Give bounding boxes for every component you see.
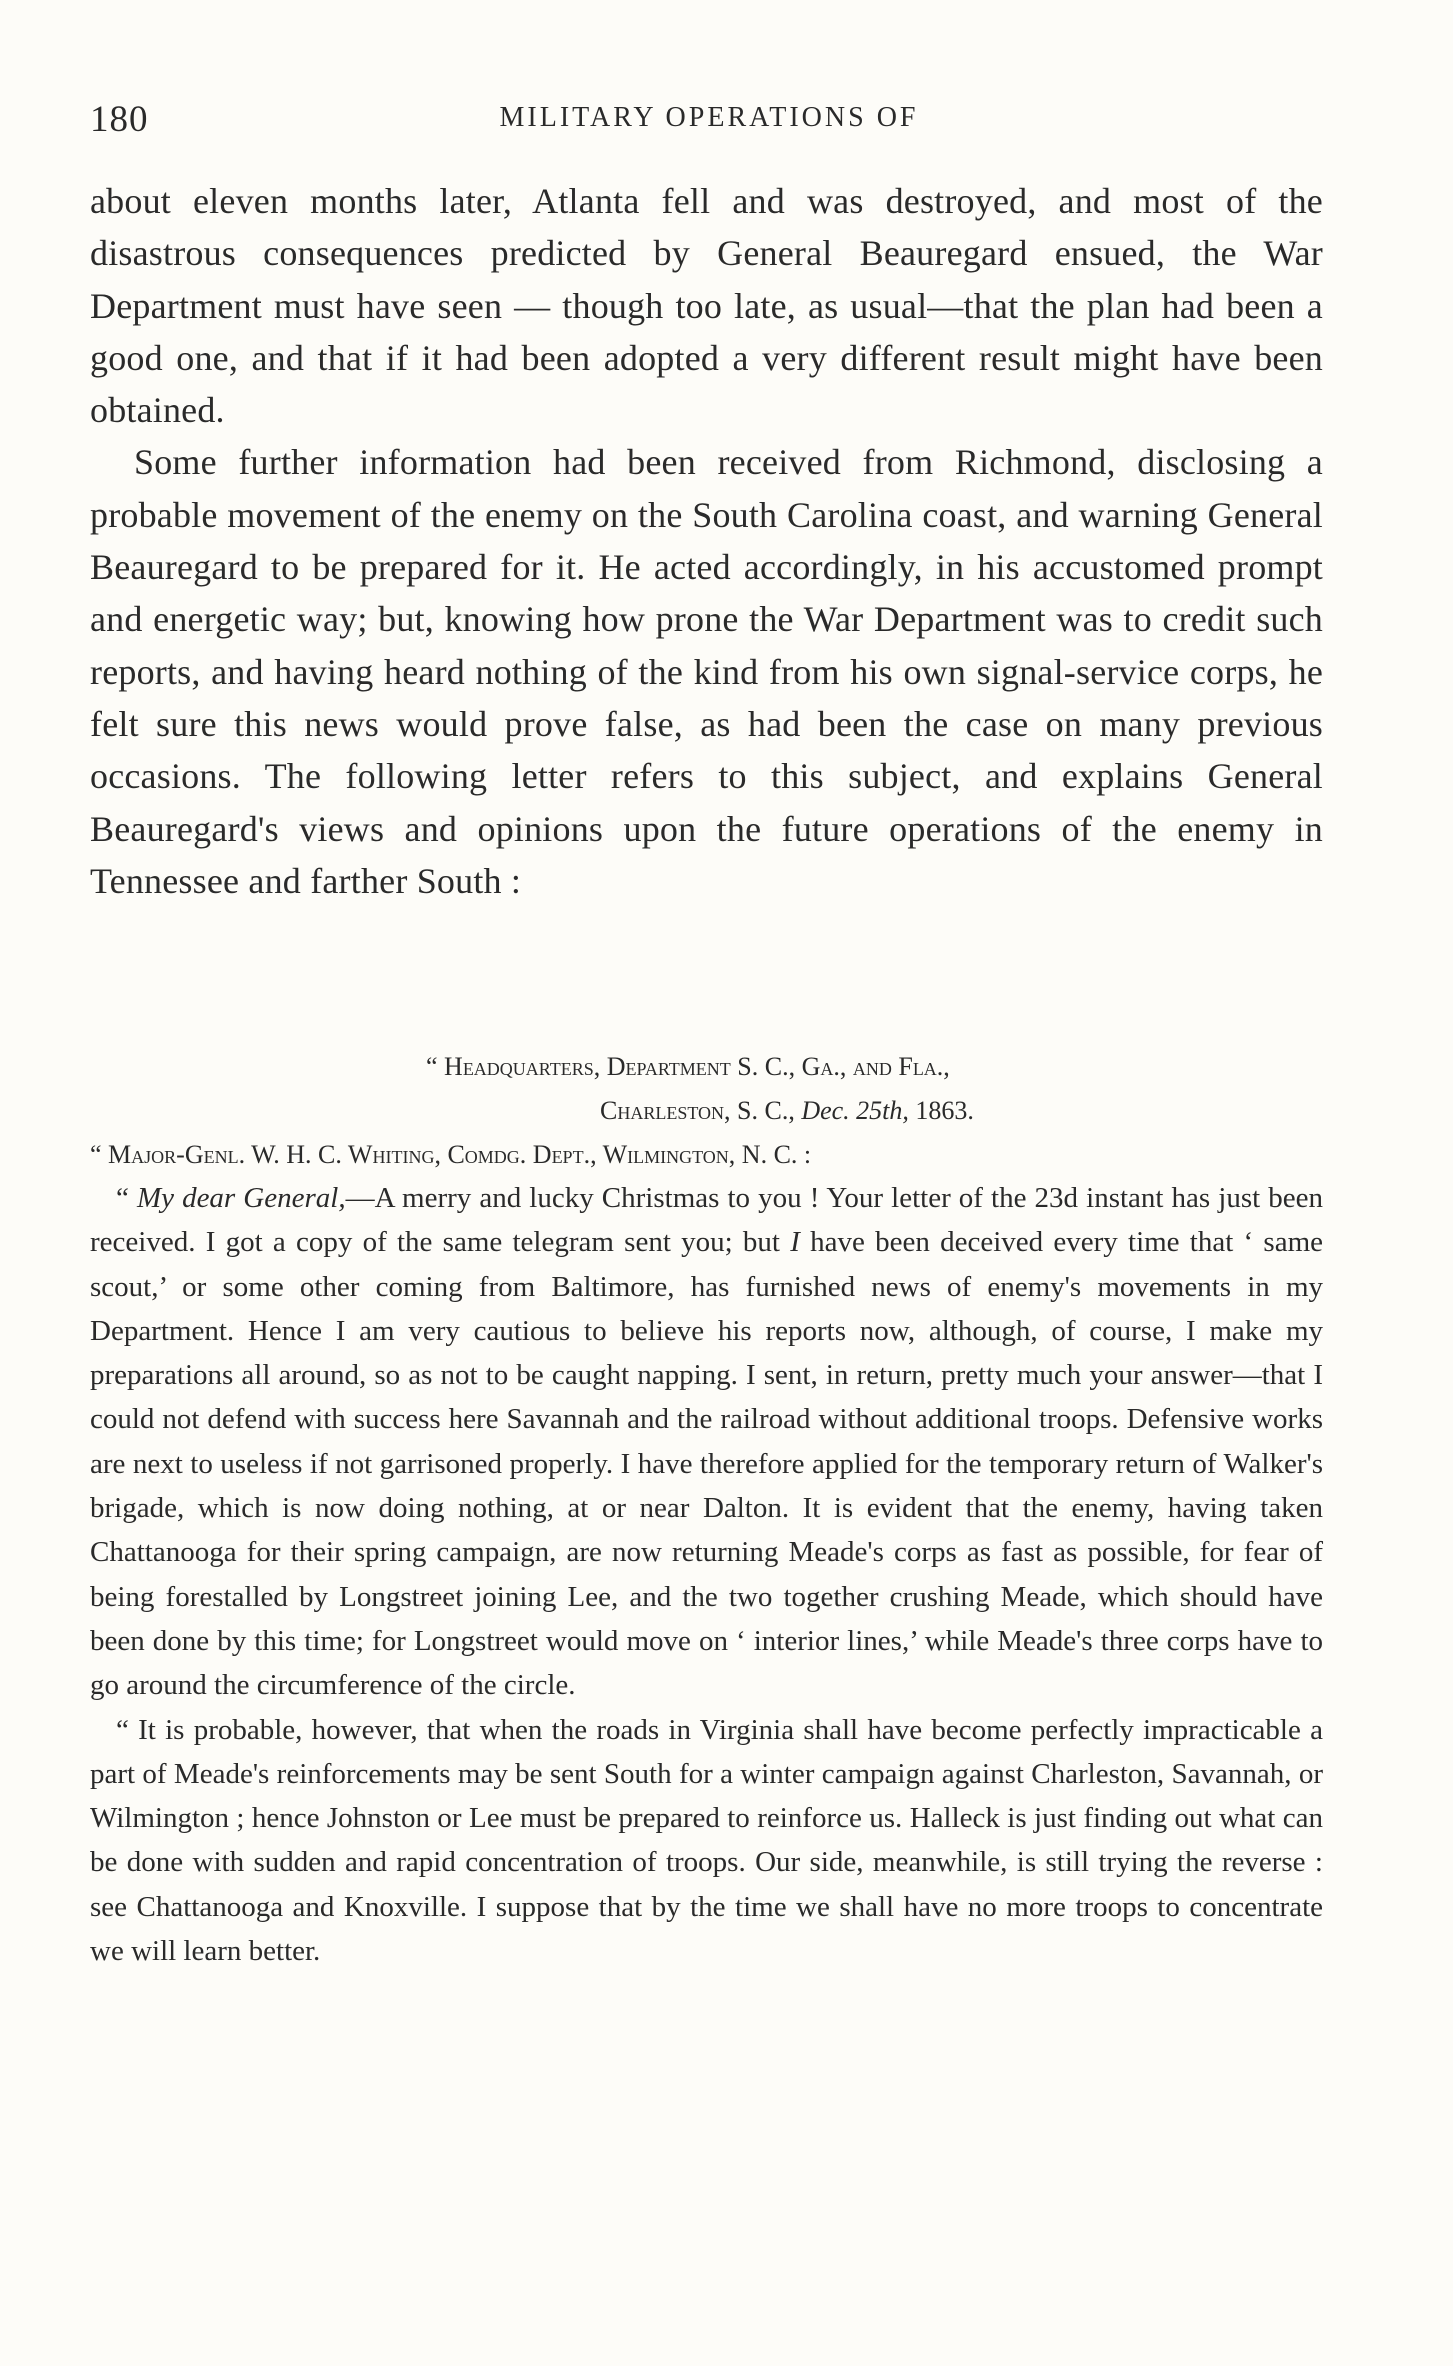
letter-place-date [90, 1089, 1323, 1133]
letter-place: Charleston, S. C., [600, 1096, 802, 1125]
letter-year: 1863. [908, 1096, 974, 1125]
paragraph: about eleven months later, Atlanta fell and was destroyed, and most of the disastrous consequences predicted by General Beauregard ensued, the War Department must have seen — though too late, as usual—that the plan had been a good one, and that if it had been adopted a very different result might have been obtained. [90, 181, 1323, 431]
letter-salutation: “ Major-Genl. W. H. C. Whiting, Comdg. Dept., Wilmington, N. C. : [90, 1140, 812, 1169]
letter-heading [90, 1045, 1323, 1177]
letter-emphasis: I [790, 1226, 800, 1259]
letter-text-run: —A merry and lucky Christmas to you ! Your letter of the 23d instant has just been received. I got a copy of the same telegram sent you; but [90, 1182, 1324, 1259]
letter-paragraph [90, 1176, 1323, 1708]
letter-greeting: My dear General, [136, 1182, 346, 1214]
letter-paragraph: “ It is probable, however, that when the roads in Virginia shall have become perfectly impracticable a part of Meade's reinforcements may be sent South for a winter campaign against Charleston, Savannah, or Wilmington ; hence Johnston or Lee must be prepared to reinforce us. Halleck is just finding out what can be done with sudden and rapid concentration of troops. Our side, meanwhile, is still trying the reverse : see Chattanooga and Knoxville. I suppose that by the time we shall have no more troops to concentrate we will learn better. [90, 1713, 1323, 1968]
paragraph: Some further information had been received from Richmond, disclosing a probable movement of the enemy on the South Carolina coast, and warning General Beauregard to be prepared for it. He acted accordingly, in his accustomed prompt and energetic way; but, knowing how prone the War Department was to credit such reports, and having heard nothing of the kind from his own signal-service corps, he felt sure this news would prove false, as had been the case on many previous occasions. The following letter refers to this subject, and explains General Beauregard's views and opinions upon the future operations of the enemy in Tennessee and farther South : [90, 442, 1323, 901]
page-number: 180 [90, 99, 149, 140]
body-text [90, 175, 1323, 907]
letter-body [90, 1176, 1323, 1973]
open-quote: “ [116, 1182, 137, 1214]
running-title: MILITARY OPERATIONS OF [499, 102, 919, 133]
running-head [90, 98, 1328, 148]
letter-date: Dec. 25th, [801, 1096, 909, 1125]
letter-headquarters: “ Headquarters, Department S. C., Ga., and Fla., [426, 1052, 950, 1081]
letter-text-run: have been deceived every time that ‘ same scout,’ or some other coming from Baltimore, has furnished news of enemy's movements in my Department. Hence I am very cautious to believe his reports now, although, of course, I make my preparations all around, so as not to be caught napping. I sent, in return, pretty much your answer—that I could not defend with success here Savannah and the railroad without additional troops. Defensive works are next to useless if not garrisoned properly. I have therefore applied for the temporary return of Walker's brigade, which is now doing nothing, at or near Dalton. It is evident that the enemy, having taken Chattanooga for their spring campaign, are now returning Meade's corps as fast as possible, for fear of being forestalled by Longstreet joining Lee, and the two together crushing Meade, which should have been done by this time; for Longstreet would move on ‘ interior lines,’ while Meade's three corps have to go around the circumference of the circle. [90, 1226, 1323, 1702]
